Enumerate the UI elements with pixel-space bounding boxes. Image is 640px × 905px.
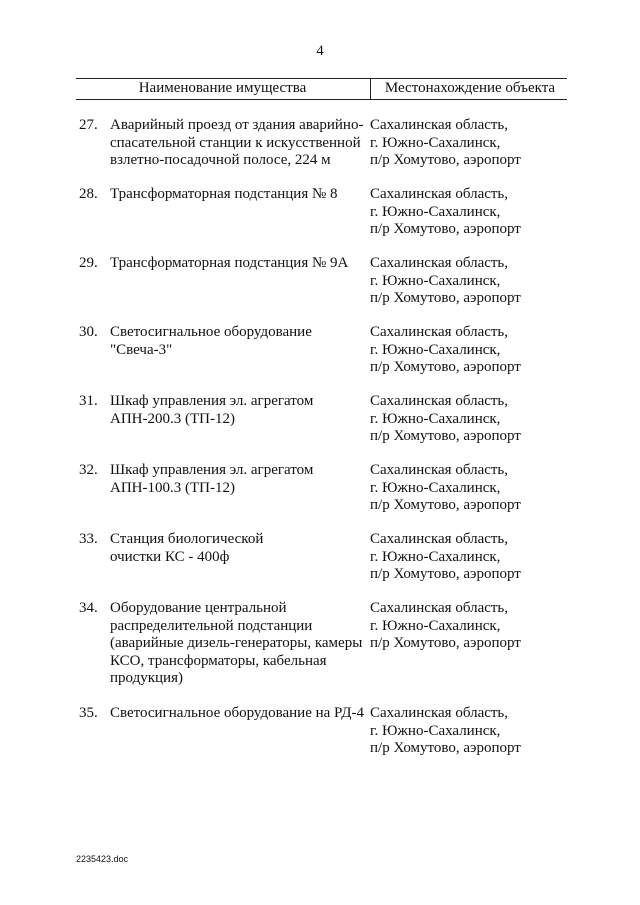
item-location-line: п/р Хомутово, аэропорт [370, 497, 521, 513]
item-location-line: п/р Хомутово, аэропорт [370, 152, 521, 168]
item-name-line: спасательной станции к искусственной [110, 134, 361, 151]
item-location [370, 324, 570, 377]
item-location [370, 705, 570, 758]
page-number: 4 [316, 43, 324, 59]
item-name-line: Трансформаторная подстанция № 8 [110, 186, 338, 202]
item-location-line: Сахалинская область, [370, 117, 509, 133]
item-location-line: п/р Хомутово, аэропорт [370, 428, 521, 444]
item-name-line: АПН-200.3 (ТП-12) [110, 410, 235, 427]
item-name-line: очистки КС - 400ф [110, 548, 230, 565]
item-name-line: Трансформаторная подстанция № 9А [110, 255, 349, 271]
item-name [110, 324, 370, 359]
item-number: 30. [79, 324, 98, 340]
item-name [110, 117, 370, 170]
item-location-line: г. Южно-Сахалинск, [370, 134, 501, 151]
header-divider [370, 79, 371, 99]
item-location-line: п/р Хомутово, аэропорт [370, 359, 521, 375]
item-location-line: г. Южно-Сахалинск, [370, 203, 501, 220]
item-location [370, 255, 570, 308]
item-number: 34. [79, 600, 98, 616]
item-location-line: п/р Хомутово, аэропорт [370, 740, 521, 756]
item-number: 32. [79, 462, 98, 478]
item-location [370, 462, 570, 515]
item-location-line: Сахалинская область, [370, 186, 509, 202]
item-name-line: "Свеча-3" [110, 341, 173, 358]
item-location-line: г. Южно-Сахалинск, [370, 341, 501, 358]
item-location [370, 117, 570, 170]
item-location-line: Сахалинская область, [370, 393, 509, 409]
item-location [370, 393, 570, 446]
item-location-line: Сахалинская область, [370, 531, 509, 547]
item-name [110, 705, 370, 723]
item-name-line: взлетно-посадочной полосе, 224 м [110, 152, 331, 168]
item-name-line: Шкаф управления эл. агрегатом [110, 462, 314, 478]
item-name-line: КСО, трансформаторы, кабельная [110, 652, 327, 669]
item-name-line: Аварийный проезд от здания аварийно- [110, 117, 364, 133]
item-location-line: п/р Хомутово, аэропорт [370, 566, 521, 582]
item-name-line: Оборудование центральной [110, 600, 287, 616]
item-location-line: г. Южно-Сахалинск, [370, 272, 501, 289]
item-location-line: п/р Хомутово, аэропорт [370, 221, 521, 237]
footer-filename: 2235423.doc [76, 854, 129, 864]
item-name-line: распределительной подстанции [110, 617, 313, 634]
item-location-line: Сахалинская область, [370, 255, 509, 271]
item-name-line: АПН-100.3 (ТП-12) [110, 479, 235, 496]
item-location-line: Сахалинская область, [370, 462, 509, 478]
item-location [370, 600, 570, 653]
item-location-line: г. Южно-Сахалинск, [370, 722, 501, 739]
item-name-line: продукция) [110, 670, 183, 686]
table-header [76, 78, 567, 100]
item-number: 33. [79, 531, 98, 547]
item-name [110, 600, 370, 688]
item-location-line: Сахалинская область, [370, 324, 509, 340]
item-location-line: п/р Хомутово, аэропорт [370, 290, 521, 306]
item-location-line: г. Южно-Сахалинск, [370, 410, 501, 427]
item-name-line: Светосигнальное оборудование на РД-4 [110, 705, 364, 721]
item-name-line: Светосигнальное оборудование [110, 324, 312, 340]
item-name [110, 531, 370, 566]
item-number: 31. [79, 393, 98, 409]
item-name-line: Станция биологической [110, 531, 264, 547]
item-name [110, 462, 370, 497]
item-name [110, 255, 370, 273]
item-name [110, 186, 370, 204]
item-location [370, 186, 570, 239]
item-number: 27. [79, 117, 98, 133]
item-location-line: п/р Хомутово, аэропорт [370, 635, 521, 651]
item-number: 35. [79, 705, 98, 721]
item-name-line: (аварийные дизель-генераторы, камеры [110, 635, 363, 651]
item-location-line: г. Южно-Сахалинск, [370, 548, 501, 565]
item-location-line: Сахалинская область, [370, 705, 509, 721]
item-location-line: г. Южно-Сахалинск, [370, 617, 501, 634]
item-name [110, 393, 370, 428]
item-location-line: г. Южно-Сахалинск, [370, 479, 501, 496]
item-location [370, 531, 570, 584]
item-name-line: Шкаф управления эл. агрегатом [110, 393, 314, 409]
header-name-column: Наименование имущества [138, 80, 307, 96]
item-number: 28. [79, 186, 98, 202]
header-location-column: Местонахождение объекта [384, 80, 556, 96]
item-number: 29. [79, 255, 98, 271]
item-location-line: Сахалинская область, [370, 600, 509, 616]
